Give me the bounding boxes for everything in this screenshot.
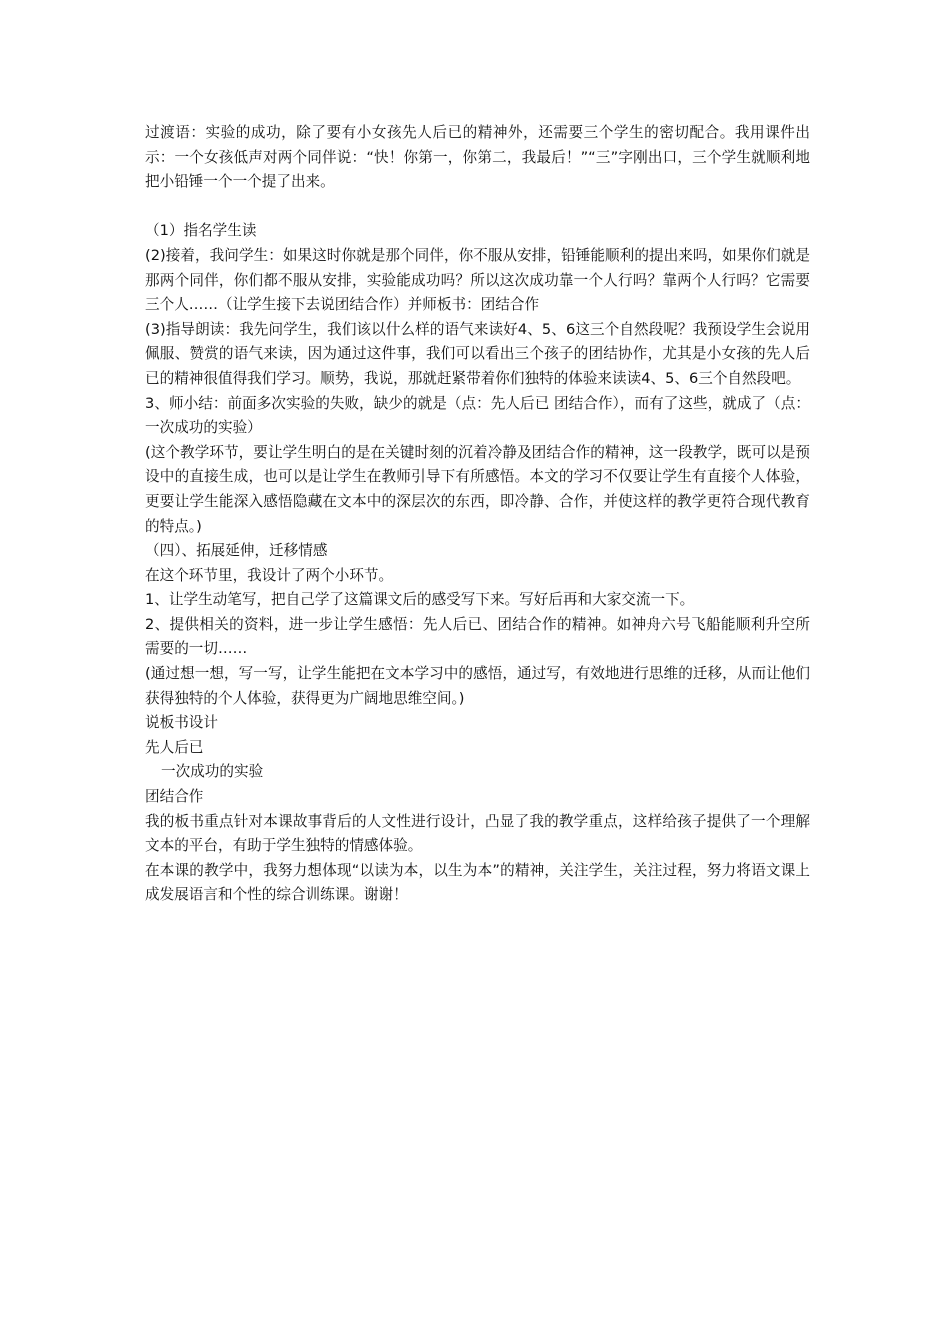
document-page bbox=[145, 121, 810, 908]
paragraph-teacher-summary: 3、师小结：前面多次实验的失败，缺少的就是（点：先人后已 团结合作），而有了这些，就成了（点：一次成功的实验） bbox=[145, 394, 810, 437]
paragraph-step-1: （1）指名学生读 bbox=[145, 222, 257, 240]
paragraph-materials-task: 2、提供相关的资料，进一步让学生感悟：先人后已、团结合作的精神。如神舟六号飞船能顺利升空所需要的一切…… bbox=[145, 615, 810, 658]
paragraph-step-2: (2)接着，我问学生：如果这时你就是那个同伴，你不服从安排，铅锤能顺利的提出来吗，如果你们就是那两个同伴，你们都不服从安排，实验能成功吗？所以这次成功靠一个人行吗？靠两个人行吗？它需要三个人……（让学生接下去说团结合作）并师板书：团结合作 bbox=[145, 246, 810, 314]
paragraph-sub-steps-intro: 在这个环节里，我设计了两个小环节。 bbox=[145, 566, 394, 584]
paragraph-step-3: (3)指导朗读：我先问学生，我们该以什么样的语气来读好4、5、6这三个自然段呢？我预设学生会说用佩服、赞赏的语气来读，因为通过这件事，我们可以看出三个孩子的团结协作，尤其是小女孩的先人后已的精神很值得我们学习。顺势，我说，那就赶紧带着你们独特的体验来读读4、5、6三个自然段吧。 bbox=[145, 320, 810, 387]
paragraph-board-explanation: 我的板书重点针对本课故事背后的人文性进行设计，凸显了我的教学重点，这样给孩子提供了一个理解文本的平台，有助于学生独特的情感体验。 bbox=[145, 812, 810, 855]
board-line-1: 先人后已 bbox=[145, 738, 204, 756]
board-line-3: 团结合作 bbox=[145, 788, 204, 806]
paragraph-transition: 过渡语：实验的成功，除了要有小女孩先人后已的精神外，还需要三个学生的密切配合。我用课件出示：一个女孩低声对两个同伴说：“快！你第一，你第二，我最后！”“三”字刚出口，三个学生就顺利地把小铅锤一个一个提了出来。 bbox=[145, 124, 810, 191]
paragraph-extension-note: (通过想一想，写一写，让学生能把在文本学习中的感悟，通过写，有效地进行思维的迁移，从而让他们获得独特的个人体验，获得更为广阔地思维空间。) bbox=[145, 665, 810, 707]
paragraph-closing: 在本课的教学中，我努力想体现“以读为本，以生为本”的精神，关注学生，关注过程，努力将语文课上成发展语言和个性的综合训练课。谢谢！ bbox=[145, 861, 810, 904]
section-heading-extension: （四）、拓展延伸，迁移情感 bbox=[145, 542, 328, 560]
paragraph-writing-task: 1、让学生动笔写，把自己学了这篇课文后的感受写下来。写好后再和大家交流一下。 bbox=[145, 591, 695, 609]
board-line-2: 一次成功的实验 bbox=[161, 763, 264, 781]
paragraph-teaching-note: (这个教学环节，要让学生明白的是在关键时刻的沉着冷静及团结合作的精神，这一段教学，既可以是预设中的直接生成，也可以是让学生在教师引导下有所感悟。本文的学习不仅要让学生有直接个人体验，更要让学生能深入感悟隐藏在文本中的深层次的东西，即冷静、合作，并使这样的教学更符合现代教育的特点。) bbox=[145, 443, 810, 535]
section-heading-board-design: 说板书设计 bbox=[145, 714, 218, 732]
blank-line bbox=[145, 195, 810, 220]
